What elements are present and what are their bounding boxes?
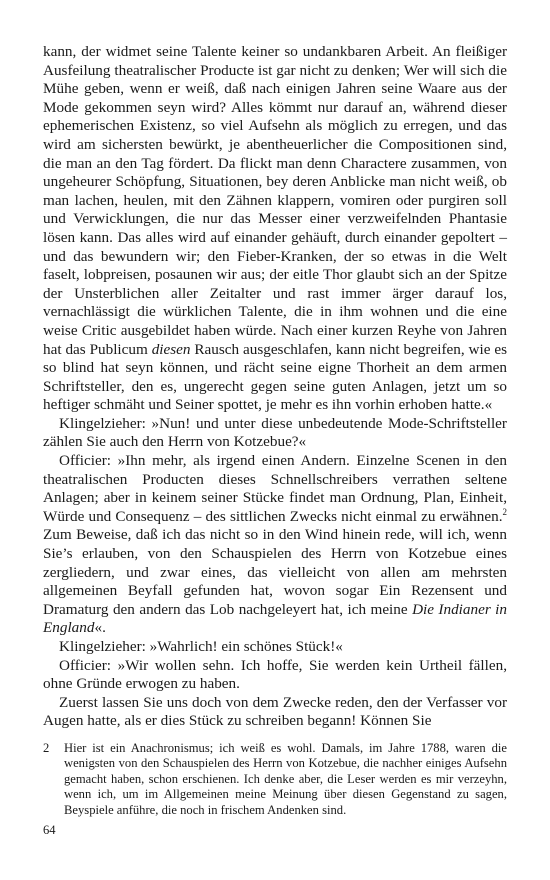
text-run: Zum Beweise, daß ich das nicht so in den Wind hinein rede, will ich, wenn Sie’s erlauben, von den Schauspielen des Herrn von Kotzebue eines zergliedern, und zwar eines, das vielleicht von allen am mehrsten allgemeinen Beyfall gefunden hat, wovon sogar Ein Rezensent und Dramaturg den andern das Lob nachgeleyert hat, ich meine [43, 526, 507, 618]
text-run: «. [94, 619, 106, 637]
footnote-text: Hier ist ein Anachronismus; ich weiß es wohl. Damals, im Jahre 1788, waren die wenigsten von den Schauspielen des Herrn von Kotzebue, die nachher einiges Aufsehn gemacht haben, schon erschienen. Ich denke aber, die Leser werden es mir verzeyhn, wenn ich, um im Allgemeinen meine Meinung über diesen Gegenstand zu sagen, Beyspiele anführe, die noch in frischem Andenken sind. [64, 740, 507, 817]
text-run: Officier: »Ihn mehr, als irgend einen Andern. Einzelne Scenen in den theatralischen Producten dieses Schnellschreibers verrathen seltene Anlagen; aber in keinem seiner Stücke findet man Ordnung, Plan, Einheit, Würde und Consequenz – des sittlichen Zwecks nicht einmal zu erwähnen. [43, 452, 507, 525]
footnote-number: 2 [43, 740, 50, 755]
text-run: Rausch ausgeschlafen, kann nicht begreifen, wie es so blind hat seyn können, und rächt seine eigne Thorheit an dem armen Schriftsteller, den es, ungerecht gegen seine guten Anlagen, jetzt um so heftiger schmäht und Seiner spottet, je mehr es ihn vorhin erhoben hatte.« [43, 340, 507, 414]
page-body [43, 43, 507, 818]
paragraph [43, 638, 507, 657]
paragraph [43, 43, 507, 415]
body-text [43, 43, 507, 731]
paragraph [43, 452, 507, 638]
footnote-ref: 2 [502, 506, 507, 517]
text-run: Zuerst lassen Sie uns doch von dem Zwecke reden, den der Verfasser vor Augen hatte, als er dies Stück zu schreiben begann! Können Sie [43, 693, 507, 730]
footnote [43, 741, 507, 819]
paragraph [43, 415, 507, 452]
page-number: 64 [43, 823, 56, 837]
text-run: Officier: »Wir wollen sehn. Ich hoffe, Sie werden kein Urtheil fällen, ohne Gründe erwogen zu haben. [43, 656, 507, 693]
text-run: Klingelzieher: »Nun! und unter diese unbedeutende Mode-Schriftsteller zählen Sie auch den Herrn von Kotzebue?« [43, 414, 507, 451]
italic-title: diesen [151, 340, 191, 358]
paragraph [43, 694, 507, 731]
text-run: Klingelzieher: »Wahrlich! ein schönes Stück!« [59, 638, 343, 655]
italic-title: Die Indianer in England [43, 600, 507, 637]
footnotes [43, 741, 507, 819]
paragraph [43, 657, 507, 694]
text-run: kann, der widmet seine Talente keiner so undankbaren Arbeit. An fleißiger Ausfeilung theatralischer Producte ist gar nicht zu denken; Wer will sich die Mühe geben, wenn er weiß, daß nach einigen Jahren seine Waare aus der Mode gekommen seyn wird? Alles kömmt nur darauf an, während dieser ephemerischen Existenz, so viel Aufsehn als möglich zu erregen, und das wird am sichersten bewürkt, je abentheuerlicher die Compositionen sind, die man an den Tag fördert. Da flickt man denn Charactere zusammen, von ungeheurer Schöpfung, Situationen, bey deren Anblicke man nicht weiß, ob man lachen, heulen, mit den Zähnen klappern, vomiren oder purgiren soll und Verwicklungen, die nur das Messer einer verzweifelnden Phantasie lösen kann. Das alles wird auf einander gehäuft, durch einander gepoltert – und das bewundern wir; den Fieber-Kranken, der so etwas in die Welt faselt, lobpreisen, posaunen wir aus; der eitle Thor glaubt sich an der Spitze der Unsterblichen aller Zeitalter und rast immer ärger darauf los, vernachlässigt die würklichen Talente, die in ihm wohnen und die eine weise Critic ausgebildet haben würde. Nach einer kurzen Reyhe von Jahren hat das Publicum [43, 43, 507, 358]
